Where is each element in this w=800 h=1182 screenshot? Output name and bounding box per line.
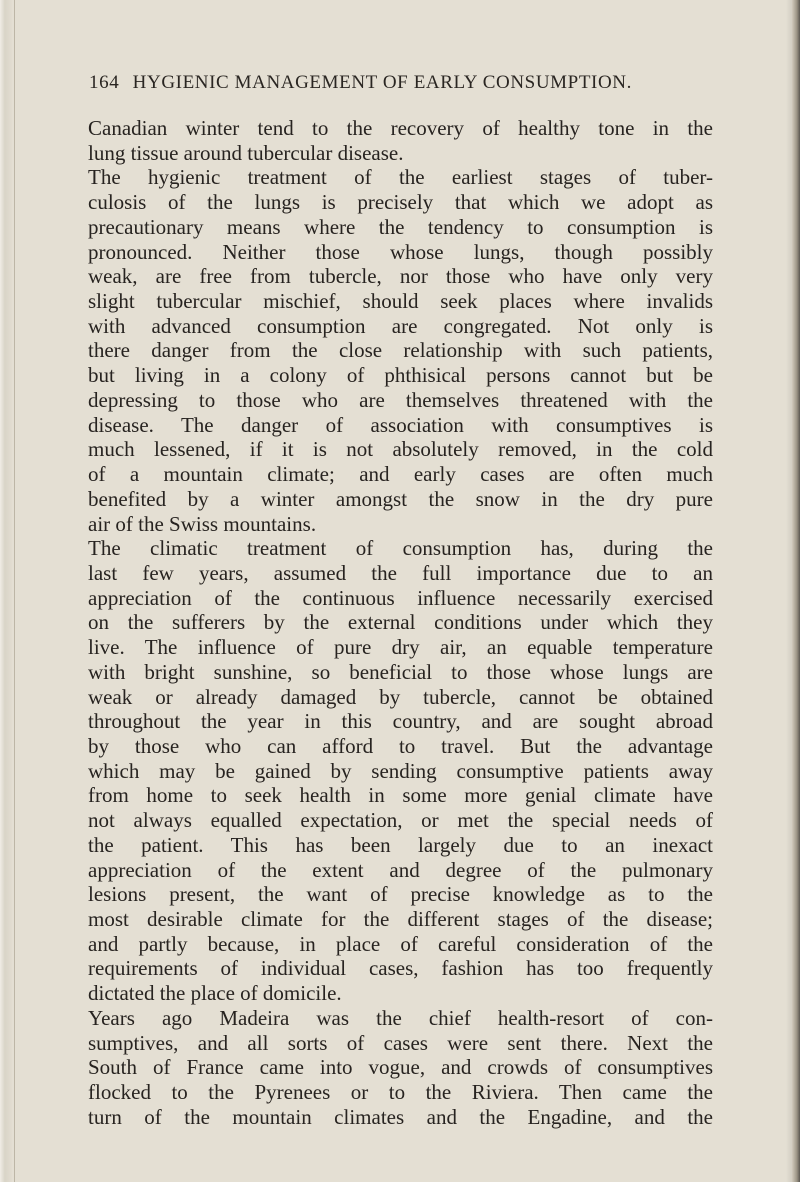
text-line: benefited by a winter amongst the snow in the dry pure	[88, 486, 713, 511]
text-line: disease. The danger of association with consumptives is	[88, 412, 713, 437]
text-line: air of the Swiss mountains.	[88, 511, 317, 536]
text-line: depressing to those who are themselves threatened with the	[88, 387, 713, 412]
text-line: on the sufferers by the external conditions under which they	[88, 610, 713, 635]
text-line: with bright sunshine, so beneficial to those whose lungs are	[88, 659, 713, 684]
text-line: flocked to the Pyrenees or to the Riviera. Then came the	[88, 1080, 713, 1105]
text-line: weak, are free from tubercle, nor those who have only very	[88, 264, 713, 289]
text-line: last few years, assumed the full importance due to an	[88, 560, 713, 585]
text-line: requirements of individual cases, fashion has too frequently	[88, 956, 713, 981]
book-page	[88, 72, 713, 1129]
text-line: of a mountain climate; and early cases are often much	[88, 462, 713, 487]
text-line: weak or already damaged by tubercle, cannot be obtained	[88, 684, 713, 709]
text-line: pronounced. Neither those whose lungs, though possibly	[88, 239, 713, 264]
text-line: turn of the mountain climates and the Engadine, and the	[88, 1104, 713, 1129]
text-line: which may be gained by sending consumptive patients away	[88, 758, 713, 783]
text-line: and partly because, in place of careful consideration of the	[88, 931, 713, 956]
text-line: throughout the year in this country, and are sought abroad	[88, 709, 713, 734]
text-line: dictated the place of domicile.	[88, 981, 342, 1006]
text-line: there danger from the close relationship with such patients,	[88, 338, 713, 363]
text-line: lesions present, the want of precise knowledge as to the	[88, 882, 713, 907]
page-binding-edge	[0, 0, 12, 1182]
text-line: slight tubercular mischief, should seek places where invalids	[88, 289, 713, 314]
text-line: much lessened, if it is not absolutely removed, in the cold	[88, 437, 713, 462]
text-line: the patient. This has been largely due to an inexact	[88, 832, 713, 857]
text-line: live. The influence of pure dry air, an equable temperature	[88, 635, 713, 660]
binding-line	[14, 0, 15, 1182]
text-line: precautionary means where the tendency to consumption is	[88, 214, 713, 239]
text-line: appreciation of the extent and degree of the pulmonary	[88, 857, 713, 882]
text-line: The climatic treatment of consumption has, during the	[88, 536, 713, 561]
text-line: sumptives, and all sorts of cases were sent there. Next the	[88, 1030, 713, 1055]
text-line: culosis of the lungs is precisely that which we adopt as	[88, 190, 713, 215]
text-line: Canadian winter tend to the recovery of healthy tone in the	[88, 116, 713, 140]
text-line: most desirable climate for the different stages of the disease;	[88, 907, 713, 931]
page-right-edge	[792, 0, 800, 1182]
text-line: not always equalled expectation, or met the special needs of	[88, 808, 713, 833]
text-line: but living in a colony of phthisical persons cannot but be	[88, 363, 713, 388]
text-line: by those who can afford to travel. But the advantage	[88, 733, 713, 758]
text-line: with advanced consumption are congregated. Not only is	[88, 313, 713, 338]
page-number: 164	[89, 72, 120, 93]
text-line: Years ago Madeira was the chief health-resort of con-	[88, 1005, 713, 1030]
text-line: appreciation of the continuous influence necessarily exercised	[88, 585, 713, 610]
text-line: The hygienic treatment of the earliest stages of tuber-	[88, 165, 713, 190]
body-text	[88, 116, 713, 1129]
text-line: South of France came into vogue, and crowds of consumptives	[88, 1055, 713, 1080]
running-head	[89, 72, 713, 94]
text-line: from home to seek health in some more genial climate have	[88, 783, 713, 808]
text-line: lung tissue around tubercular disease.	[88, 140, 404, 165]
chapter-title: HYGIENIC MANAGEMENT OF EARLY CONSUMPTION.	[132, 72, 632, 93]
